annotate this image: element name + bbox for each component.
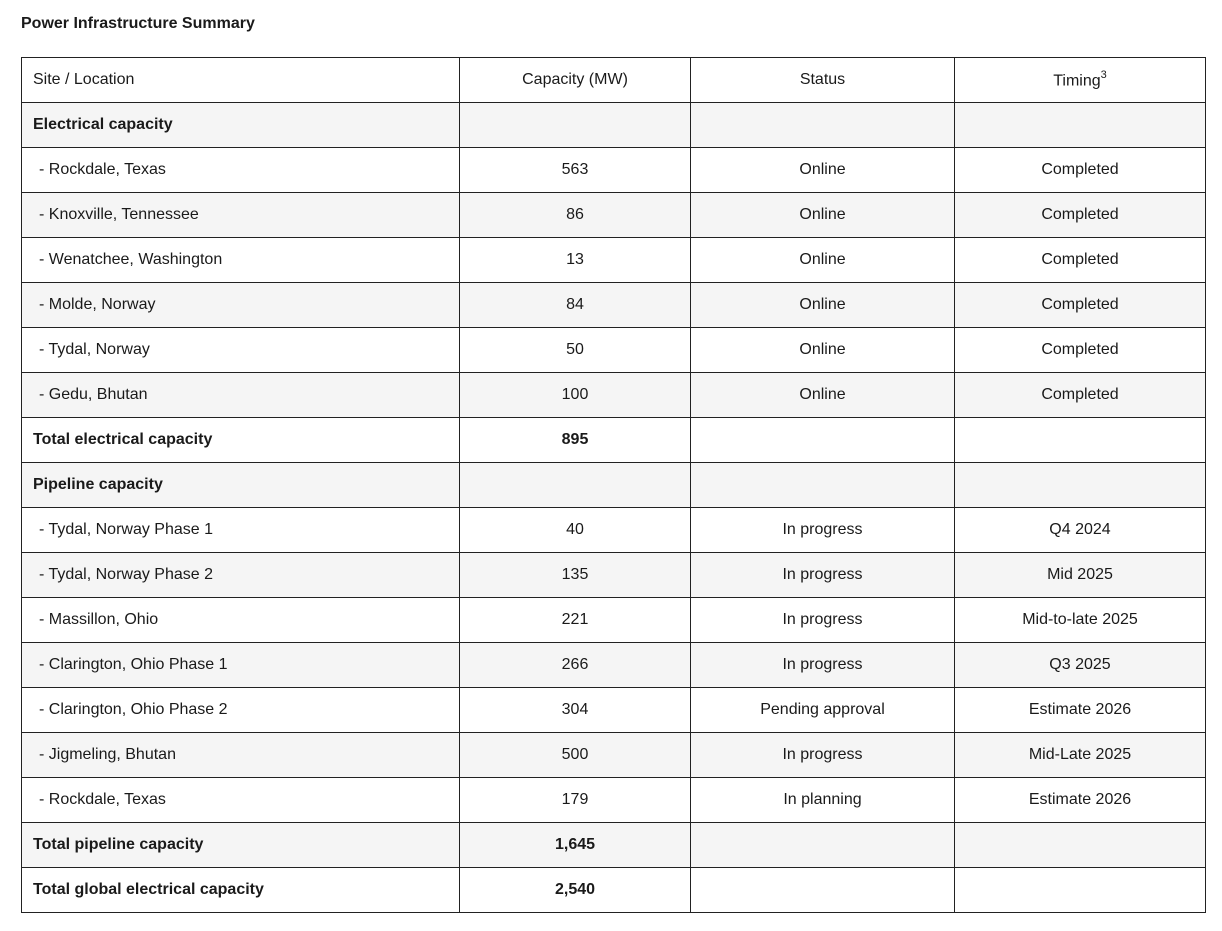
cell-capacity: 1,645 xyxy=(460,823,691,868)
cell-site: Electrical capacity xyxy=(22,103,460,148)
cell-site: - Clarington, Ohio Phase 2 xyxy=(22,688,460,733)
cell-timing: Completed xyxy=(955,283,1206,328)
table-row xyxy=(22,283,1206,328)
cell-capacity: 563 xyxy=(460,148,691,193)
power-infrastructure-table xyxy=(21,57,1206,913)
header-timing-label: Timing xyxy=(1053,72,1101,90)
cell-status xyxy=(691,868,955,913)
cell-capacity: 86 xyxy=(460,193,691,238)
cell-status xyxy=(691,418,955,463)
table-row xyxy=(22,373,1206,418)
cell-capacity: 500 xyxy=(460,733,691,778)
cell-timing: Completed xyxy=(955,238,1206,283)
cell-timing: Mid-to-late 2025 xyxy=(955,598,1206,643)
cell-timing xyxy=(955,418,1206,463)
cell-site: - Molde, Norway xyxy=(22,283,460,328)
cell-timing xyxy=(955,823,1206,868)
cell-capacity: 100 xyxy=(460,373,691,418)
cell-status: In progress xyxy=(691,553,955,598)
cell-timing: Estimate 2026 xyxy=(955,778,1206,823)
cell-site: - Tydal, Norway xyxy=(22,328,460,373)
header-capacity: Capacity (MW) xyxy=(460,58,691,103)
cell-status: In progress xyxy=(691,598,955,643)
cell-timing: Estimate 2026 xyxy=(955,688,1206,733)
cell-capacity: 135 xyxy=(460,553,691,598)
cell-status: In progress xyxy=(691,733,955,778)
table-header-row xyxy=(22,58,1206,103)
cell-status: Online xyxy=(691,238,955,283)
cell-site: - Knoxville, Tennessee xyxy=(22,193,460,238)
cell-status: Online xyxy=(691,373,955,418)
cell-capacity: 50 xyxy=(460,328,691,373)
cell-site: - Rockdale, Texas xyxy=(22,778,460,823)
cell-timing: Completed xyxy=(955,193,1206,238)
cell-status xyxy=(691,103,955,148)
cell-site: Total pipeline capacity xyxy=(22,823,460,868)
total-row xyxy=(22,418,1206,463)
table-row xyxy=(22,193,1206,238)
table-body xyxy=(22,103,1206,913)
cell-capacity: 40 xyxy=(460,508,691,553)
cell-status: Online xyxy=(691,193,955,238)
cell-site: Total global electrical capacity xyxy=(22,868,460,913)
table-row xyxy=(22,148,1206,193)
cell-status xyxy=(691,463,955,508)
table-row xyxy=(22,508,1206,553)
cell-timing: Q4 2024 xyxy=(955,508,1206,553)
cell-status: Online xyxy=(691,328,955,373)
cell-site: - Jigmeling, Bhutan xyxy=(22,733,460,778)
cell-status: In progress xyxy=(691,643,955,688)
table-row xyxy=(22,733,1206,778)
footnote-marker: 3 xyxy=(1100,68,1107,81)
cell-timing: Mid 2025 xyxy=(955,553,1206,598)
page-title: Power Infrastructure Summary xyxy=(21,15,255,32)
table-row xyxy=(22,598,1206,643)
cell-site: - Tydal, Norway Phase 1 xyxy=(22,508,460,553)
cell-capacity: 13 xyxy=(460,238,691,283)
cell-timing xyxy=(955,463,1206,508)
cell-site: - Clarington, Ohio Phase 1 xyxy=(22,643,460,688)
cell-site: - Rockdale, Texas xyxy=(22,148,460,193)
header-timing xyxy=(955,58,1206,103)
cell-capacity: 304 xyxy=(460,688,691,733)
cell-capacity: 179 xyxy=(460,778,691,823)
table-row xyxy=(22,238,1206,283)
cell-capacity xyxy=(460,103,691,148)
cell-site: - Gedu, Bhutan xyxy=(22,373,460,418)
section-row xyxy=(22,103,1206,148)
cell-status: Online xyxy=(691,283,955,328)
cell-capacity: 84 xyxy=(460,283,691,328)
total-row xyxy=(22,868,1206,913)
cell-timing: Completed xyxy=(955,328,1206,373)
cell-timing: Q3 2025 xyxy=(955,643,1206,688)
cell-capacity: 266 xyxy=(460,643,691,688)
table-row xyxy=(22,778,1206,823)
header-site: Site / Location xyxy=(22,58,460,103)
cell-capacity: 2,540 xyxy=(460,868,691,913)
table-row xyxy=(22,643,1206,688)
cell-site: - Massillon, Ohio xyxy=(22,598,460,643)
cell-timing: Mid-Late 2025 xyxy=(955,733,1206,778)
cell-timing xyxy=(955,103,1206,148)
cell-status: Online xyxy=(691,148,955,193)
cell-capacity: 221 xyxy=(460,598,691,643)
section-row xyxy=(22,463,1206,508)
cell-site: - Tydal, Norway Phase 2 xyxy=(22,553,460,598)
cell-site: Total electrical capacity xyxy=(22,418,460,463)
cell-timing: Completed xyxy=(955,373,1206,418)
cell-timing xyxy=(955,868,1206,913)
cell-status: Pending approval xyxy=(691,688,955,733)
table-row xyxy=(22,553,1206,598)
cell-status: In progress xyxy=(691,508,955,553)
cell-site: Pipeline capacity xyxy=(22,463,460,508)
total-row xyxy=(22,823,1206,868)
header-status: Status xyxy=(691,58,955,103)
table-row xyxy=(22,328,1206,373)
cell-timing: Completed xyxy=(955,148,1206,193)
cell-status: In planning xyxy=(691,778,955,823)
cell-capacity xyxy=(460,463,691,508)
table-row xyxy=(22,688,1206,733)
cell-status xyxy=(691,823,955,868)
cell-site: - Wenatchee, Washington xyxy=(22,238,460,283)
cell-capacity: 895 xyxy=(460,418,691,463)
